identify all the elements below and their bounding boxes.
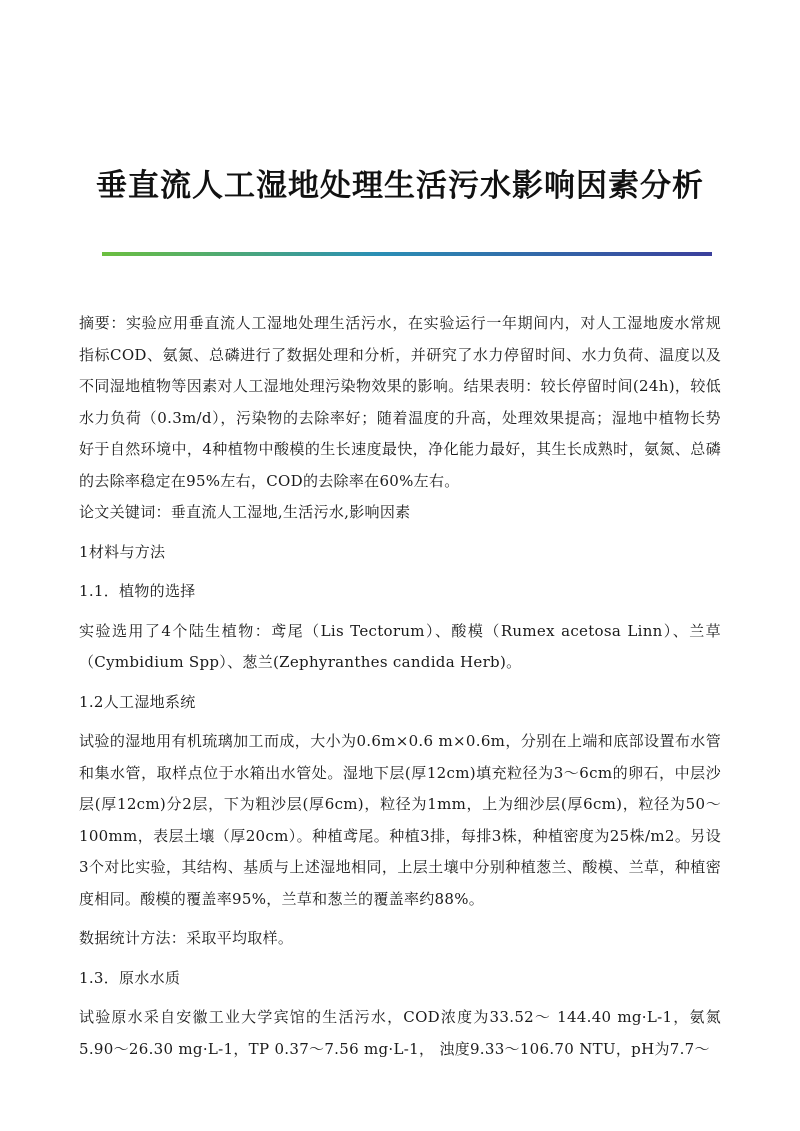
stats-method-line: 数据统计方法：采取平均取样。 <box>79 929 294 947</box>
section-heading-1-3: 1.3．原水水质 <box>79 968 181 987</box>
document-title: 垂直流人工湿地处理生活污水影响因素分析 <box>96 168 704 204</box>
section-text-1-2: 试验的湿地用有机琉璃加工而成，大小为0.6m×0.6 m×0.6m，分别在上端和底部设置布水管和集水管，取样点位于水箱出水管处。湿地下层(厚12cm)填充粒径为3～6cm的卵石，中层沙层(厚12cm)分2层，下为粗沙层(厚6cm)，粒径为1mm，上为细沙层(厚6cm)，粒径为50～100mm，表层土壤（厚20cm）。种植鸢尾。种植3排，每排3株，种植密度为25株/m2。另设3个对比实验，其结构、基质与上述湿地相同，上层土壤中分别种植葱兰、酸模、兰草，种植密度相同。酸模的覆盖率95%，兰草和葱兰的覆盖率约88%。 <box>79 732 721 908</box>
section-text-1-3: 试验原水采自安徽工业大学宾馆的生活污水，COD浓度为33.52～ 144.40 mg·L-1，氨氮5.90～26.30 mg·L-1，TP 0.37～7.56 mg·L-1， 浊度9.33～106.70 NTU，pH为7.7～ <box>79 1008 721 1058</box>
document-body <box>79 308 721 1065</box>
section-heading-1-1: 1.1．植物的选择 <box>79 582 196 600</box>
section-heading-1-2: 1.2人工湿地系统 <box>79 692 196 711</box>
keywords-line: 论文关键词：垂直流人工湿地,生活污水,影响因素 <box>79 503 411 521</box>
title-divider <box>102 252 712 256</box>
abstract-paragraph: 摘要：实验应用垂直流人工湿地处理生活污水，在实验运行一年期间内，对人工湿地废水常规指标COD、氨氮、总磷进行了数据处理和分析，并研究了水力停留时间、水力负荷、温度以及不同湿地植物等因素对人工湿地处理污染物效果的影响。结果表明：较长停留时间(24h)，较低水力负荷（0.3m/d），污染物的去除率好；随着温度的升高，处理效果提高；湿地中植物长势好于自然环境中，4种植物中酸模的生长速度最快，净化能力最好，其生长成熟时，氨氮、总磷的去除率稳定在95%左右，COD的去除率在60%左右。 <box>79 314 721 490</box>
section-text-1-1: 实验选用了4个陆生植物：鸢尾（Lis Tectorum）、酸模（Rumex acetosa Linn）、兰草（Cymbidium Spp）、葱兰(Zephyranthes candida Herb)。 <box>79 621 721 671</box>
section-heading-1: 1材料与方法 <box>79 542 166 561</box>
